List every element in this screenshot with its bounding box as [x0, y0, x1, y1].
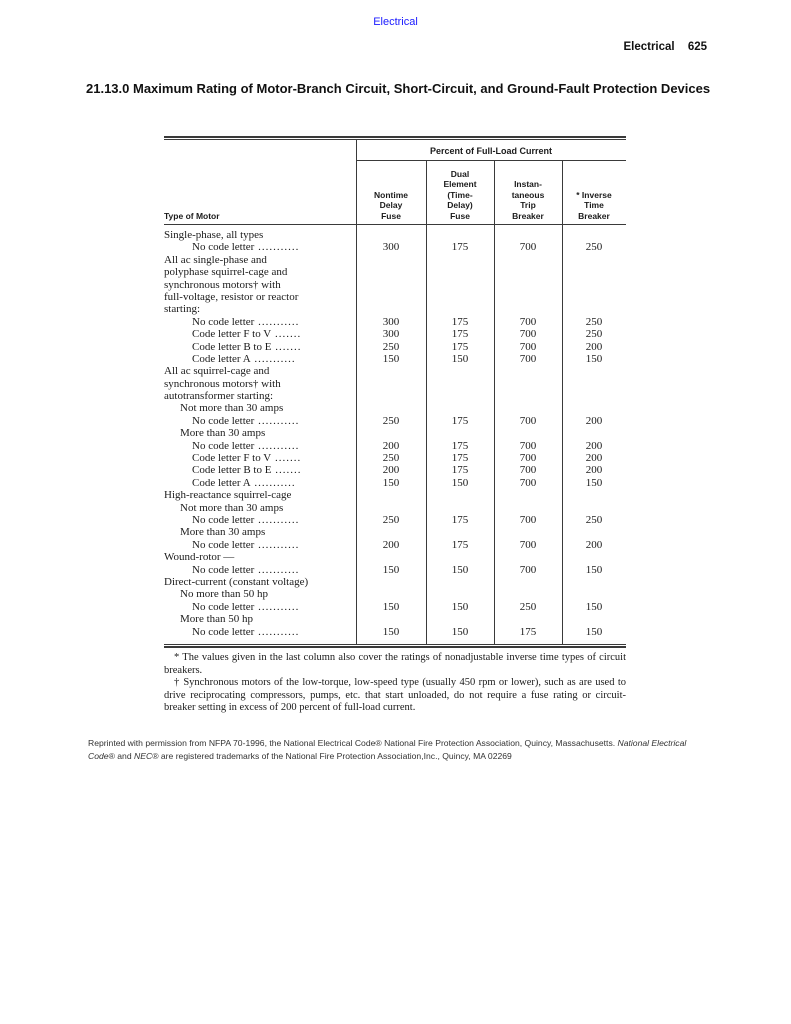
table-row [164, 390, 626, 402]
percent-value: 700 [519, 439, 537, 452]
table-row [164, 241, 626, 253]
table-row [164, 341, 626, 353]
group-header: Percent of Full-Load Current [429, 146, 552, 156]
percent-value: 150 [382, 600, 400, 613]
motor-type-label [192, 452, 301, 464]
note-inverse-breaker: * The values given in the last column also cover the ratings of nonadjustable inverse time types of circuit breakers. [164, 652, 626, 676]
motor-type-text: Wound-rotor — [164, 551, 235, 564]
motor-type-label [192, 477, 296, 489]
dot-leader: ........... [254, 315, 300, 328]
dot-leader: ........... [254, 439, 300, 452]
dot-leader: ....... [271, 340, 302, 353]
column-header-line: * Inverse [576, 189, 612, 200]
percent-value: 200 [585, 340, 603, 353]
dot-leader: ........... [254, 563, 300, 576]
credit-and: and [114, 751, 135, 761]
motor-type-text: More than 30 amps [180, 526, 266, 539]
table-row [164, 489, 626, 501]
table-bottom-rule-thick [164, 646, 626, 648]
motor-type-label [192, 341, 301, 353]
percent-value: 250 [585, 328, 603, 341]
electrical-link[interactable]: Electrical [373, 16, 418, 28]
percent-value: 250 [382, 340, 400, 353]
motor-type-text: Code letter B to E [192, 340, 272, 353]
running-head [623, 41, 707, 53]
motor-type-label [192, 328, 301, 340]
percent-value: 175 [451, 464, 469, 477]
dot-leader: ........... [254, 241, 300, 254]
percent-value: 150 [382, 352, 400, 365]
motor-type-label [192, 564, 299, 576]
running-head-section: Electrical [623, 41, 675, 53]
percent-value: 150 [451, 625, 469, 638]
percent-value: 150 [585, 563, 603, 576]
table-row [164, 613, 626, 625]
motor-type-text: More than 30 amps [180, 427, 266, 440]
motor-type-text: autotransformer starting: [164, 390, 274, 403]
motor-type-text: No code letter [192, 241, 255, 254]
percent-value: 200 [382, 464, 400, 477]
percent-value: 175 [519, 625, 537, 638]
percent-value: 700 [519, 464, 537, 477]
percent-value: 700 [519, 241, 537, 254]
table-row [164, 626, 626, 638]
table-row [164, 539, 626, 551]
percent-value: 150 [585, 476, 603, 489]
table-row [164, 353, 626, 365]
dot-leader: ....... [271, 328, 302, 341]
percent-value: 175 [451, 414, 469, 427]
column-header-line: (Time- [447, 189, 473, 200]
table-row [164, 415, 626, 427]
motor-type-label [192, 464, 301, 476]
motor-type-text: Not more than 30 amps [180, 501, 284, 514]
table-row [164, 254, 626, 266]
type-of-motor-header: Type of Motor [164, 211, 220, 221]
table-notes [164, 652, 626, 715]
table-row [164, 378, 626, 390]
motor-type-text: No more than 50 hp [180, 588, 268, 601]
credit-nec-italic: National Electrical Code® [88, 738, 687, 761]
motor-type-label [164, 279, 281, 291]
percent-value: 150 [585, 352, 603, 365]
column-header-line: Time [584, 200, 604, 210]
motor-type-label [180, 502, 283, 514]
percent-value: 700 [519, 315, 537, 328]
motor-type-text: synchronous motors† with [164, 278, 281, 291]
motor-type-label [164, 254, 267, 266]
motor-type-text: No code letter [192, 513, 255, 526]
table-row [164, 477, 626, 489]
column-header-line: Dual [450, 168, 470, 179]
motor-type-text: All ac single-phase and [164, 253, 267, 266]
motor-type-text: Not more than 30 amps [180, 402, 284, 415]
percent-value: 150 [585, 625, 603, 638]
motor-type-text: No code letter [192, 563, 255, 576]
table-row [164, 328, 626, 340]
percent-value: 300 [382, 241, 400, 254]
motor-type-label [192, 440, 299, 452]
motor-protection-table [164, 136, 626, 648]
page-number: 625 [687, 41, 707, 53]
table-row [164, 452, 626, 464]
motor-type-label [192, 626, 299, 638]
dot-leader: ........... [254, 538, 300, 551]
table-row [164, 365, 626, 377]
percent-value: 300 [382, 328, 400, 341]
motor-type-label [164, 291, 298, 303]
table-row [164, 440, 626, 452]
percent-value: 150 [451, 352, 469, 365]
column-header-line: Instan- [514, 179, 542, 189]
table-row [164, 316, 626, 328]
dot-leader: ........... [250, 476, 296, 489]
motor-type-text: polyphase squirrel-cage and [164, 266, 288, 279]
motor-type-label [164, 576, 308, 588]
dot-leader: ........... [250, 352, 296, 365]
credit-trademark-text: are registered trademarks of the National Fire Protection Association,Inc., Quincy, MA 02269 [158, 751, 512, 761]
table-row [164, 266, 626, 278]
motor-type-text: Code letter B to E [192, 464, 272, 477]
motor-type-text: Direct-current (constant voltage) [164, 575, 309, 588]
percent-value: 200 [382, 538, 400, 551]
table-row [164, 427, 626, 439]
motor-type-text: Code letter A [192, 352, 251, 365]
percent-value: 700 [519, 452, 537, 465]
percent-value: 300 [382, 315, 400, 328]
percent-value: 150 [451, 476, 469, 489]
motor-type-text: starting: [164, 303, 201, 316]
percent-value: 175 [451, 315, 469, 328]
table-row [164, 303, 626, 315]
percent-value: 700 [519, 340, 537, 353]
percent-value: 700 [519, 476, 537, 489]
table-row [164, 464, 626, 476]
motor-type-label [192, 353, 296, 365]
column-header-3 [495, 179, 561, 221]
motor-type-label [164, 266, 287, 278]
motor-type-label [164, 551, 234, 563]
dot-leader: ....... [271, 464, 302, 477]
motor-type-text: Code letter F to V [192, 328, 272, 341]
percent-value: 700 [519, 352, 537, 365]
percent-value: 700 [519, 414, 537, 427]
motor-type-label [192, 415, 299, 427]
motor-type-label [164, 390, 273, 402]
percent-value: 150 [585, 600, 603, 613]
percent-value: 700 [519, 513, 537, 526]
table-row [164, 576, 626, 588]
percent-value: 700 [519, 538, 537, 551]
table-row [164, 279, 626, 291]
motor-type-label [180, 427, 265, 439]
table-row [164, 291, 626, 303]
percent-value: 175 [451, 340, 469, 353]
percent-value: 700 [519, 328, 537, 341]
percent-value: 250 [585, 241, 603, 254]
percent-value: 200 [382, 439, 400, 452]
credit-nec-abbr: NEC® [134, 751, 159, 761]
percent-value: 200 [585, 464, 603, 477]
column-header-line: Breaker [512, 210, 544, 221]
motor-type-text: More than 50 hp [180, 613, 254, 626]
motor-type-text: synchronous motors† with [164, 377, 281, 390]
motor-type-label [192, 514, 299, 526]
percent-value: 250 [382, 513, 400, 526]
motor-type-label [164, 229, 263, 241]
percent-value: 150 [382, 476, 400, 489]
motor-type-text: No code letter [192, 439, 255, 452]
column-header-2 [427, 169, 493, 222]
column-header-line: Trip [520, 200, 536, 210]
percent-value: 175 [451, 328, 469, 341]
column-header-line: Element [443, 179, 477, 189]
table-row [164, 229, 626, 241]
column-header-line: Fuse [450, 210, 470, 221]
table-row [164, 402, 626, 414]
percent-value: 175 [451, 241, 469, 254]
percent-value: 150 [451, 563, 469, 576]
motor-type-label [180, 402, 283, 414]
column-header-line: Nontime [374, 189, 408, 200]
percent-value: 150 [382, 563, 400, 576]
motor-type-label [192, 539, 299, 551]
table-row [164, 601, 626, 613]
percent-value: 150 [451, 600, 469, 613]
reprint-credit [88, 737, 708, 763]
motor-type-text: Single-phase, all types [164, 229, 264, 241]
table-row [164, 551, 626, 563]
motor-type-text: full-voltage, resistor or reactor [164, 290, 299, 303]
motor-type-label [164, 378, 281, 390]
percent-value: 250 [585, 315, 603, 328]
column-header-line: Fuse [381, 210, 401, 221]
column-header-line: taneous [511, 189, 545, 200]
motor-type-text: No code letter [192, 414, 255, 427]
percent-value: 250 [382, 452, 400, 465]
motor-type-label [180, 588, 268, 600]
motor-type-label [192, 316, 299, 328]
percent-value: 250 [519, 600, 537, 613]
table-body [164, 225, 626, 644]
dot-leader: ........... [254, 414, 300, 427]
column-header-4 [561, 190, 627, 222]
motor-type-label [180, 613, 253, 625]
section-title: 21.13.0 Maximum Rating of Motor-Branch Circuit, Short-Circuit, and Ground-Fault Protection Devices [86, 81, 711, 96]
percent-value: 175 [451, 513, 469, 526]
motor-type-label [164, 303, 200, 315]
dot-leader: ........... [254, 513, 300, 526]
percent-value: 250 [382, 414, 400, 427]
column-header-line: Delay [379, 200, 403, 210]
table-header [164, 140, 626, 224]
table-row [164, 526, 626, 538]
motor-type-label [192, 241, 299, 253]
percent-value: 200 [585, 538, 603, 551]
table-row [164, 514, 626, 526]
percent-value: 150 [382, 625, 400, 638]
note-synchronous-motors: † Synchronous motors of the low-torque, low-speed type (usually 450 rpm or lower), such as are used to drive reciprocating compressors, pumps, etc. that start unloaded, do not require a fuse rating or circuit-breaker setting in excess of 200 percent of full-load current. [164, 677, 626, 713]
motor-type-text: No code letter [192, 315, 255, 328]
column-header-line: Breaker [578, 210, 610, 221]
motor-type-label [164, 489, 291, 501]
percent-value: 200 [585, 414, 603, 427]
motor-type-text: No code letter [192, 538, 255, 551]
percent-value: 700 [519, 563, 537, 576]
column-header-1 [358, 190, 424, 222]
dot-leader: ........... [254, 600, 300, 613]
motor-type-text: No code letter [192, 625, 255, 638]
dot-leader: ....... [271, 452, 302, 465]
dot-leader: ........... [254, 625, 300, 638]
credit-text: Reprinted with permission from NFPA 70-1996, the National Electrical Code® National Fire Protection Association, Quincy, Massachusetts. [88, 738, 618, 748]
percent-value: 175 [451, 439, 469, 452]
percent-value: 175 [451, 452, 469, 465]
motor-type-text: No code letter [192, 600, 255, 613]
motor-type-text: High-reactance squirrel-cage [164, 489, 292, 502]
table-row [164, 588, 626, 600]
percent-value: 175 [451, 538, 469, 551]
column-header-line: Delay) [447, 200, 473, 210]
motor-type-text: Code letter A [192, 476, 251, 489]
motor-type-text: Code letter F to V [192, 452, 272, 465]
motor-type-text: All ac squirrel-cage and [164, 365, 270, 378]
motor-type-label [192, 601, 299, 613]
percent-value: 200 [585, 452, 603, 465]
percent-value: 250 [585, 513, 603, 526]
table-row [164, 564, 626, 576]
motor-type-label [164, 365, 269, 377]
table-row [164, 502, 626, 514]
percent-value: 200 [585, 439, 603, 452]
motor-type-label [180, 526, 265, 538]
